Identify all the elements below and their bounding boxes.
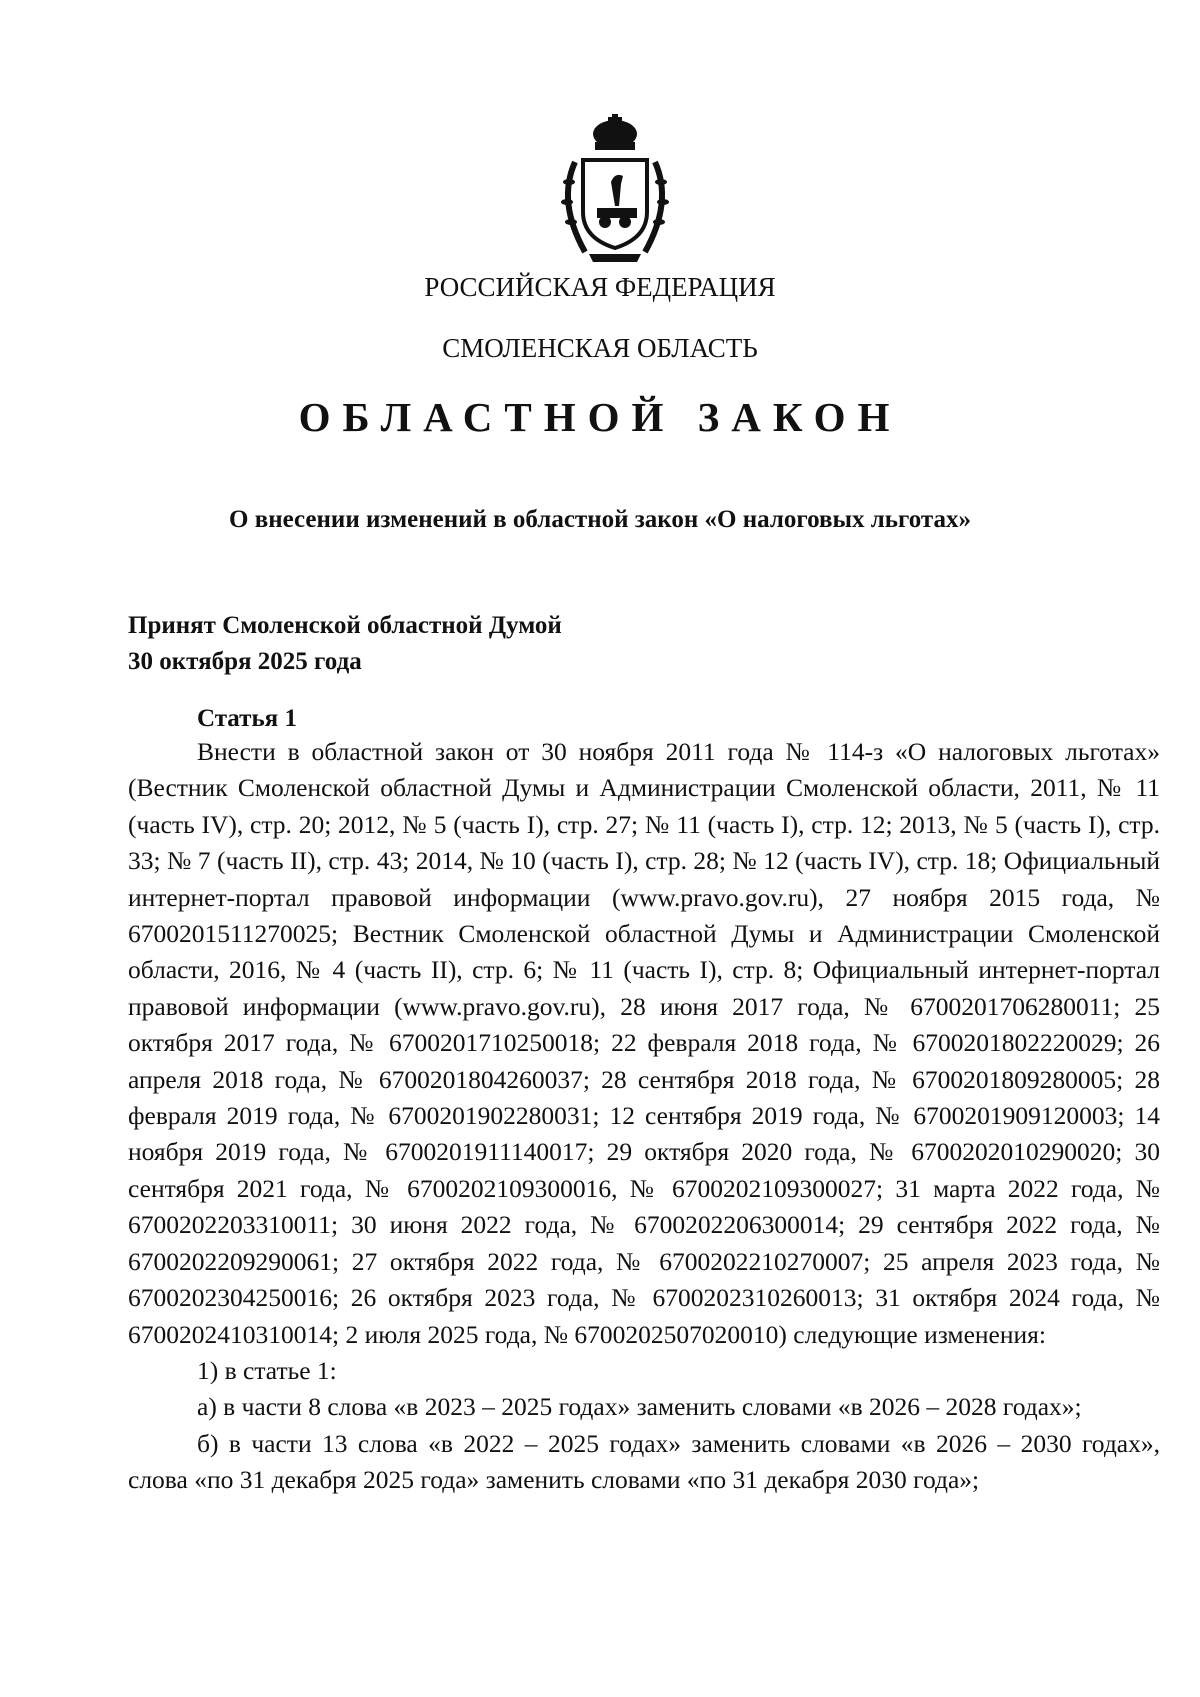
article-body xyxy=(128,734,1160,1499)
adoption-body: Принят Смоленской областной Думой xyxy=(128,612,562,639)
article-intro-paragraph: Внести в областной закон от 30 ноября 2011 года № 114-з «О налоговых льготах» (Вестник Смоленской областной Думы и Администрации Смоленской области, 2011, № 11 (часть IV), стр. 20; 2012, № 5 (часть I), стр. 27; № 11 (часть I), стр. 12; 2013, № 5 (часть I), стр. 33; № 7 (часть II), стр. 43; 2014, № 10 (часть I), стр. 28; № 12 (часть IV), стр. 18; Официальный интернет-портал правовой информации (www.pravo.gov.ru), 27 ноября 2015 года, № 6700201511270025; Вестник Смоленской областной Думы и Администрации Смоленской области, 2016, № 4 (часть II), стр. 6; № 11 (часть I), стр. 8; Официальный интернет-портал правовой информации (www.pravo.gov.ru), 28 июня 2017 года, № 6700201706280011; 25 октября 2017 года, № 6700201710250018; 22 февраля 2018 года, № 6700201802220029; 26 апреля 2018 года, № 6700201804260037; 28 сентября 2018 года, № 6700201809280005; 28 февраля 2019 года, № 6700201902280031; 12 сентября 2019 года, № 6700201909120003; 14 ноября 2019 года, № 6700201911140017; 29 октября 2020 года, № 6700202010290020; 30 сентября 2021 года, № 6700202109300016, № 6700202109300027; 31 марта 2022 года, № 6700202203310011; 30 июня 2022 года, № 6700202206300014; 29 сентября 2022 года, № 6700202209290061; 27 октября 2022 года, № 6700202210270007; 25 апреля 2023 года, № 6700202304250016; 26 октября 2023 года, № 6700202310260013; 31 октября 2024 года, № 6700202410310014; 2 июля 2025 года, № 6700202507020010) следующие изменения: xyxy=(128,737,1160,1349)
item-1b: б) в части 13 слова «в 2022 – 2025 годах» заменить словами «в 2026 – 2030 годах», слова «по 31 декабря 2025 года» заменить словами «по 31 декабря 2030 года»; xyxy=(128,1428,1160,1495)
item-1a: а) в части 8 слова «в 2023 – 2025 годах» заменить словами «в 2026 – 2028 годах»; xyxy=(197,1392,1082,1422)
law-subject: О внесении изменений в областной закон «О налоговых льготах» xyxy=(229,506,971,533)
region-heading: СМОЛЕНСКАЯ ОБЛАСТЬ xyxy=(442,333,758,363)
document-type-title: ОБЛАСТНОЙ ЗАКОН xyxy=(298,394,902,440)
article-heading: Статья 1 xyxy=(197,705,297,732)
coat-of-arms-icon xyxy=(545,112,685,264)
adoption-date: 30 октября 2025 года xyxy=(128,648,362,675)
item-1: 1) в статье 1: xyxy=(197,1355,337,1385)
adoption-block xyxy=(128,608,562,680)
country-heading: РОССИЙСКАЯ ФЕДЕРАЦИЯ xyxy=(424,272,776,302)
